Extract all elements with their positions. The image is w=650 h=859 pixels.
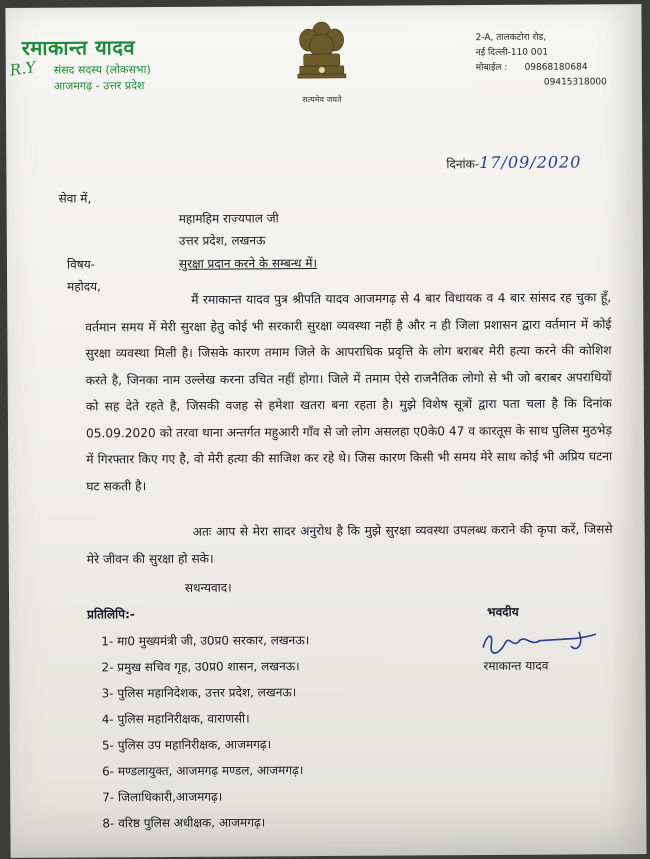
copy-item: 4- पुलिस महानिरीक्षक, वाराणसी। bbox=[101, 711, 250, 727]
mobile-label: मोबाईल : bbox=[475, 62, 508, 74]
copy-item: 1- मा0 मुख्यमंत्री जी, उ0प्र0 सरकार, लखनऊ। bbox=[101, 633, 310, 649]
body-paragraph-1 bbox=[85, 284, 612, 499]
signature-icon bbox=[479, 624, 609, 661]
signer-name: रमाकान्त यादव bbox=[483, 658, 549, 674]
letterhead-designation: संसद सदस्य (लोकसभा) bbox=[53, 63, 151, 77]
paragraph-1-text: मैं रमाकान्त यादव पुत्र श्रीपति यादव आजमगढ़ से 4 बार विधायक व 4 बार सांसद रह चुका हूँ, वर्तमान समय में मेरी सुरक्षा हेतु कोई भी सरकारी सुरक्षा व्यवस्था नहीं है और न ही जिला प्रशासन द्वारा वर्तमान में कोई सुरक्षा व्यवस्था मिली है। जिसके कारण तमाम जिले के आपराधिक प्रवृत्ति के लोग बराबर मेरी हत्या करने की कोशिश करते है, जिनका नाम उल्लेख करना उचित नहीं होगा। जिले में तमाम ऐसे राजनैतिक लोगो से भी जो बराबर अपराधियों को सह देते रहते है, जिसकी वजह से हमेशा खतरा बना रहता है। मुझे विशेष सूत्रों द्वारा पता चला है कि दिनांक 05.09.2020 को तरवा थाना अन्तर्गत महुआरी गाँव से जो लोग असलहा ए0के0 47 व कारतूस के साथ पुलिस मुठभेड़ में गिरफ्तार किए गए है, वो मेरी हत्या की साजिश कर रहे थे। जिस कारण किसी भी समय मेरे साथ कोई भी अप्रिय घटना घट सकती है। bbox=[85, 290, 613, 493]
date-value: 17/09/2020 bbox=[479, 152, 582, 173]
national-emblem-icon bbox=[291, 18, 351, 98]
date-line bbox=[446, 152, 581, 172]
copy-item: 3- पुलिस महानिदेशक, उत्तर प्रदेश, लखनऊ। bbox=[101, 685, 297, 701]
initials-mark-icon: R.Y bbox=[8, 58, 37, 80]
copy-item: 6- मण्डलायुक्त, आजमगढ़ मण्डल, आजमगढ़। bbox=[102, 763, 304, 779]
recipient-address: उत्तर प्रदेश, लखनऊ bbox=[178, 233, 266, 248]
copy-item: 5- पुलिस उप महानिरीक्षक, आजमगढ़। bbox=[101, 737, 272, 753]
paragraph-2-text: अतः आप से मेरा सादर अनुरोध है कि मुझे सुरक्षा व्यवस्था उपलब्ध कराने की कृपा करें, जिससे मेरे जीवन की सुरक्षा हो सके। bbox=[86, 522, 613, 566]
subject-label: विषय- bbox=[66, 257, 96, 272]
recipient-name: महामहिम राज्यपाल जी bbox=[178, 211, 279, 226]
mobile-number-2: 09415318000 bbox=[543, 77, 607, 88]
letterhead-address bbox=[476, 30, 607, 91]
thanks-line: सधन्यवाद। bbox=[184, 580, 232, 595]
salutation-to: सेवा में, bbox=[58, 191, 92, 206]
letterhead-place: आजमगढ़ - उत्तर प्रदेश bbox=[53, 79, 145, 93]
greeting: महोदय, bbox=[67, 279, 101, 294]
closing-label: भवदीय bbox=[487, 604, 519, 620]
address-line-1: 2-A, तालकटोरा रोड, bbox=[475, 32, 547, 44]
address-line-2: नई दिल्ली-110 001 bbox=[475, 47, 549, 59]
mobile-number-1: 09868180684 bbox=[524, 62, 588, 73]
subject-text: सुरक्षा प्रदान करने के सम्बन्ध में। bbox=[178, 256, 318, 271]
emblem-caption: सत्यमेव जयते bbox=[302, 94, 342, 105]
date-label: दिनांक- bbox=[446, 157, 480, 172]
letter-sheet bbox=[5, 4, 646, 858]
copy-item: 7- जिलाधिकारी,आजमगढ़। bbox=[102, 789, 223, 805]
copy-item: 8- वरिष्ठ पुलिस अधीक्षक, आजमगढ़। bbox=[102, 815, 266, 831]
letterhead-left bbox=[22, 33, 151, 94]
body-paragraph-2 bbox=[87, 516, 613, 572]
copies-label: प्रतिलिपि:- bbox=[87, 607, 135, 622]
letterhead-name: रमाकान्त यादव bbox=[21, 35, 136, 60]
copy-item: 2- प्रमुख सचिव गृह, उ0प्र0 शासन, लखनऊ। bbox=[101, 659, 300, 675]
